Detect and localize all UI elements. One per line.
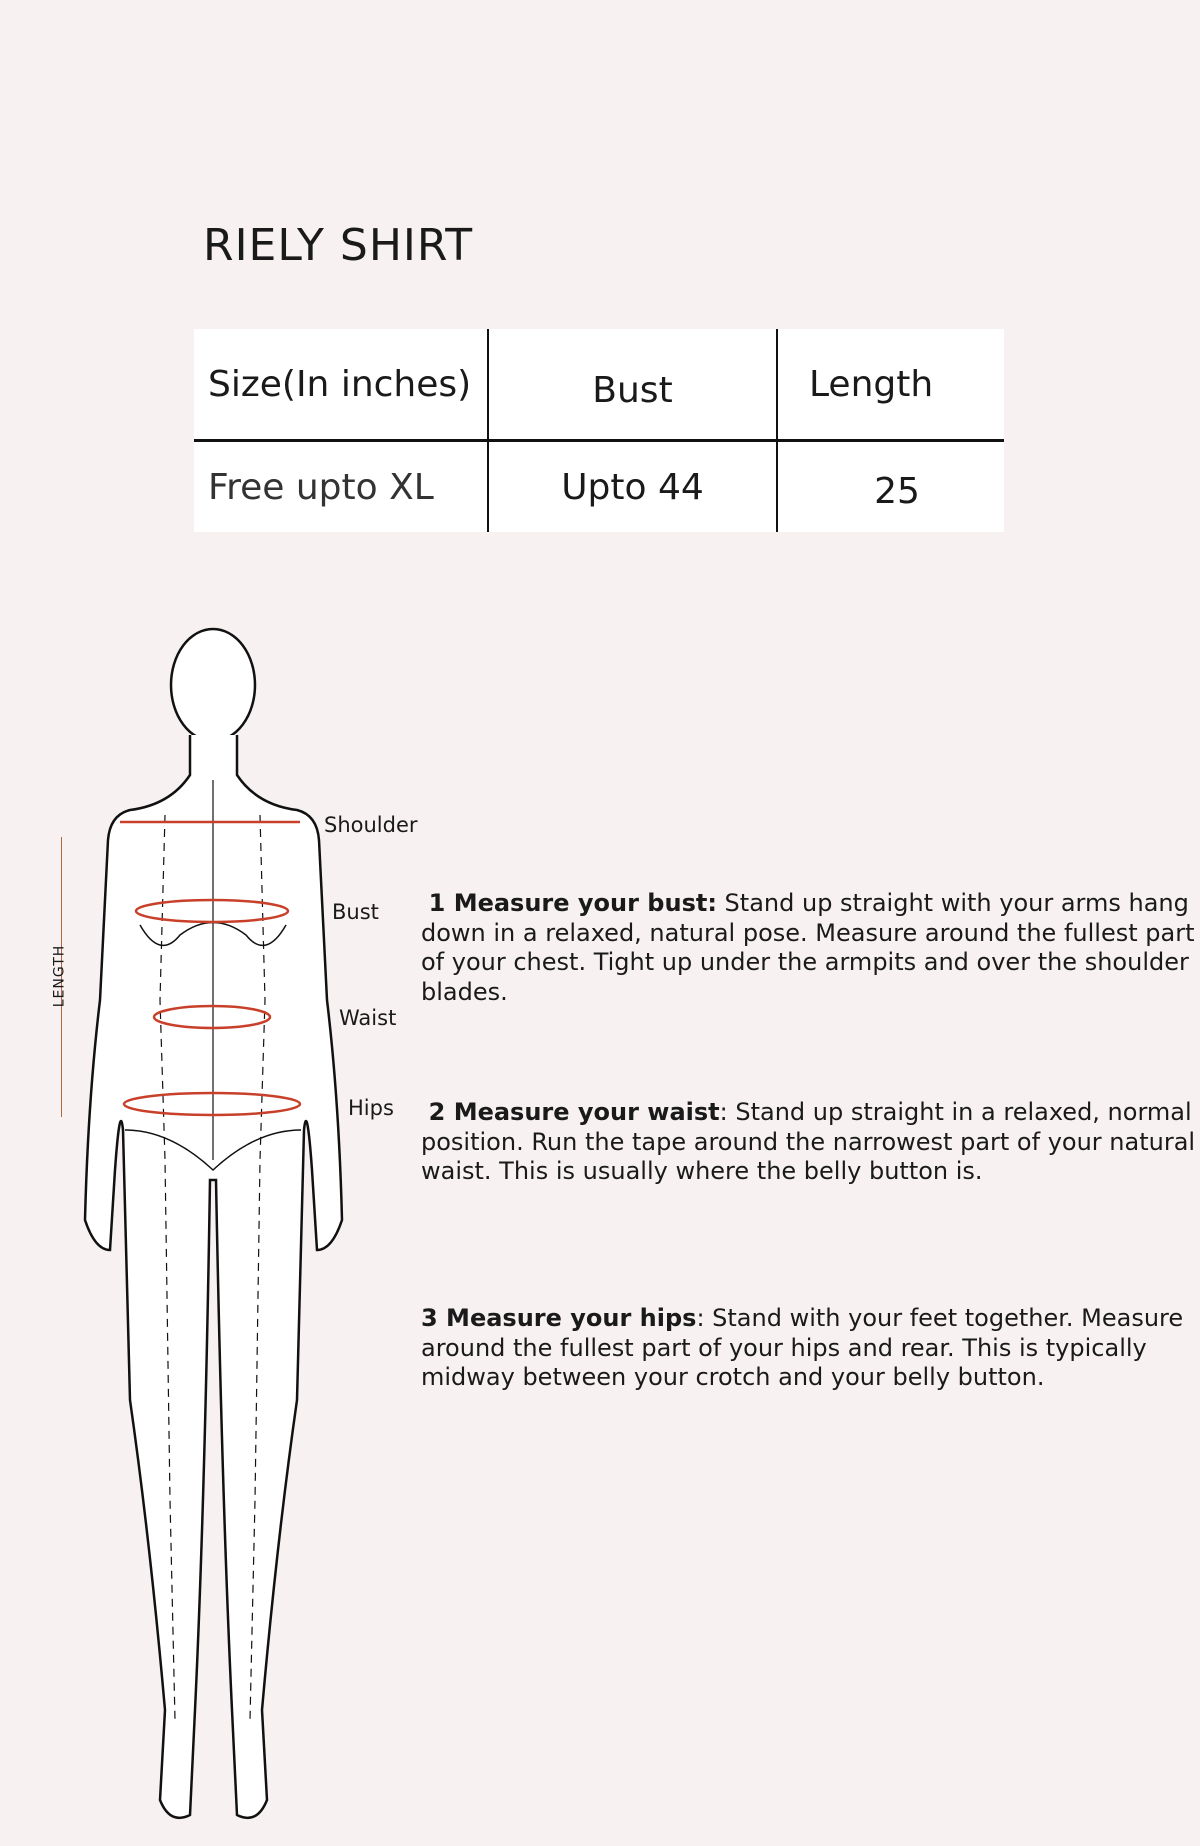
instruction-text: : Stand up straight in a relaxed, normal position. Run the tape around the narrowest part of your natural waist. This is usually where the belly button is. xyxy=(421,1098,1196,1185)
label-waist: Waist xyxy=(339,1006,397,1030)
instruction-bust xyxy=(421,889,1200,1007)
page-title: RIELY SHIRT xyxy=(203,220,474,271)
instruction-hips xyxy=(421,1304,1200,1393)
instruction-waist xyxy=(421,1098,1200,1187)
head xyxy=(171,629,255,741)
header-size: Size(In inches) xyxy=(208,363,472,405)
cell-bust: Upto 44 xyxy=(561,466,704,508)
header-length: Length xyxy=(809,363,934,405)
cell-length: 25 xyxy=(874,470,920,512)
cell-size: Free upto XL xyxy=(208,466,434,508)
instruction-text: : Stand with your feet together. Measure around the fullest part of your hips and rear. This is typically midway between your crotch and your belly button. xyxy=(421,1304,1184,1391)
label-hips: Hips xyxy=(348,1096,394,1120)
instruction-heading: 1 Measure your bust: xyxy=(428,889,717,917)
header-bust: Bust xyxy=(592,369,673,411)
label-length: LENGTH xyxy=(51,944,68,1008)
instruction-heading: 3 Measure your hips xyxy=(421,1304,697,1332)
instruction-text: Stand up straight with your arms hang down in a relaxed, natural pose. Measure around the fullest part of your chest. Tight up under the armpits and over the shoulder blades. xyxy=(421,889,1195,1006)
label-shoulder: Shoulder xyxy=(324,813,418,837)
instruction-heading: 2 Measure your waist xyxy=(428,1098,720,1126)
label-bust: Bust xyxy=(332,900,379,924)
